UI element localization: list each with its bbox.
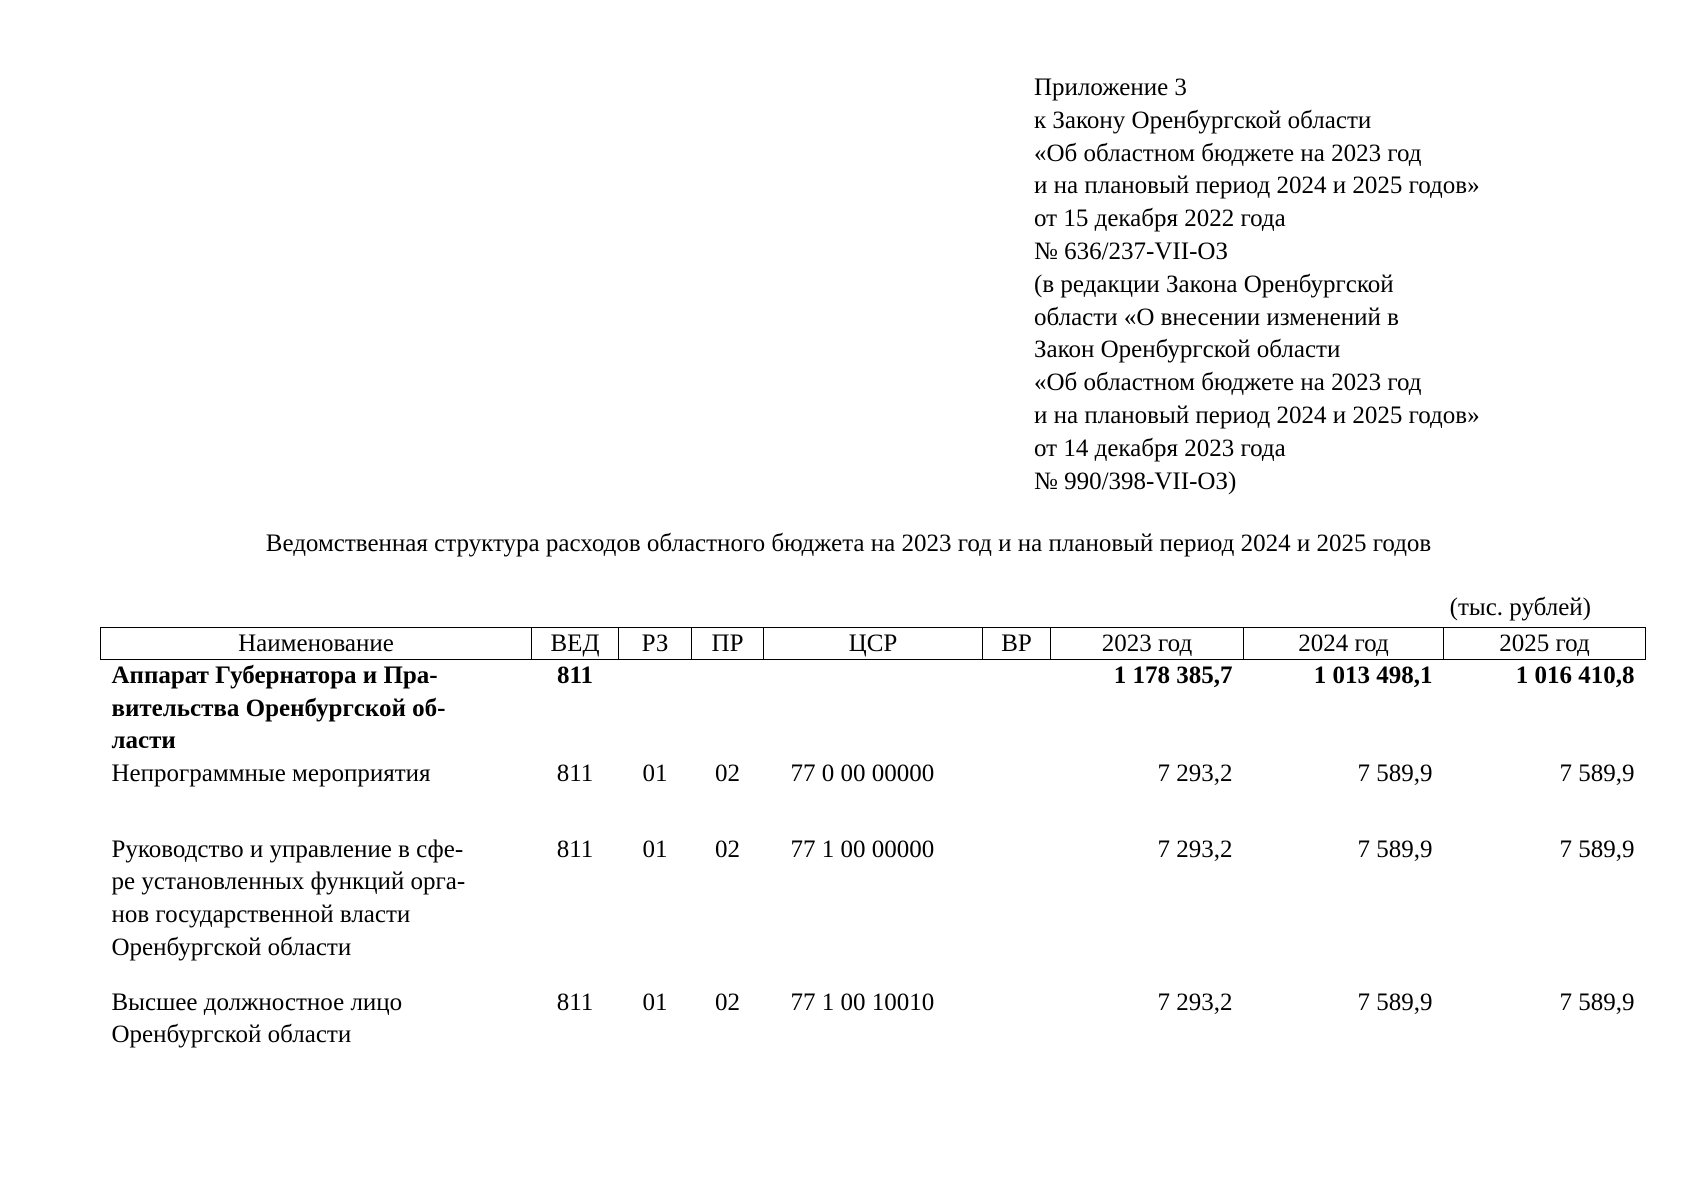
row-amount-2025: 7 589,9	[1559, 988, 1635, 1016]
appendix-reference	[1034, 72, 1480, 498]
row-csr: 77 0 00 00000	[790, 759, 935, 787]
row-pr: 02	[715, 988, 740, 1016]
row-ved: 811	[556, 988, 594, 1016]
appendix-line: № 990/398-VII-ОЗ)	[1034, 467, 1237, 495]
header-name: Наименование	[101, 628, 532, 660]
row-rz: 01	[642, 835, 668, 863]
appendix-line: области «О внесении изменений в	[1034, 303, 1399, 331]
row-name	[101, 834, 532, 987]
appendix-line: № 636/237-VII-ОЗ	[1034, 237, 1228, 265]
row-name-line: вительства Оренбургской об-	[111, 694, 446, 722]
appendix-line: (в редакции Закона Оренбургской	[1034, 270, 1394, 298]
appendix-line: Приложение 3	[1034, 74, 1187, 101]
row-pr: 02	[715, 759, 740, 787]
row-amount-2024: 7 589,9	[1357, 835, 1433, 863]
row-ved: 811	[556, 759, 594, 787]
appendix-line: «Об областном бюджете на 2023 год	[1034, 369, 1422, 397]
row-csr: 77 1 00 10010	[790, 988, 935, 1016]
header-csr: ЦСР	[764, 628, 983, 660]
table-row	[101, 660, 1646, 758]
row-csr: 77 1 00 00000	[790, 835, 935, 863]
row-name-line: ре установленных функций орга-	[111, 868, 466, 896]
row-name-line: Оренбургской области	[111, 933, 352, 961]
table-row	[101, 758, 1646, 834]
row-name	[101, 987, 532, 1052]
row-name-line: Высшее должностное лицо	[111, 988, 403, 1016]
row-pr: 02	[715, 835, 740, 863]
row-name-line: Аппарат Губернатора и Пра-	[111, 662, 438, 689]
header-2025: 2025 год	[1444, 628, 1646, 660]
row-ved: 811	[556, 662, 594, 689]
row-amount-2023: 1 178 385,7	[1113, 662, 1233, 689]
header-2023: 2023 год	[1051, 628, 1244, 660]
table-row	[101, 834, 1646, 987]
units-note: (тыс. рублей)	[1449, 594, 1591, 621]
row-name-line: Непрограммные мероприятия	[111, 759, 431, 787]
appendix-line: и на плановый период 2024 и 2025 годов»	[1034, 401, 1480, 429]
row-vr	[983, 758, 1051, 834]
row-vr	[983, 834, 1051, 987]
row-amount-2024: 1 013 498,1	[1313, 662, 1433, 689]
row-ved: 811	[556, 835, 594, 863]
row-rz: 01	[642, 988, 668, 1016]
row-pr	[692, 660, 764, 758]
table-header-row	[101, 628, 1646, 660]
row-amount-2025: 7 589,9	[1559, 759, 1635, 787]
appendix-line: Закон Оренбургской области	[1034, 336, 1341, 364]
appendix-line: от 15 декабря 2022 года	[1034, 205, 1286, 233]
row-rz: 01	[642, 759, 668, 787]
budget-table	[100, 627, 1646, 1052]
row-amount-2023: 7 293,2	[1157, 988, 1233, 1016]
row-amount-2025: 7 589,9	[1559, 835, 1635, 863]
appendix-line: к Закону Оренбургской области	[1034, 106, 1372, 134]
row-vr	[983, 660, 1051, 758]
row-rz	[619, 660, 692, 758]
row-amount-2025: 1 016 410,8	[1515, 662, 1635, 689]
header-ved: ВЕД	[532, 628, 619, 660]
appendix-line: и на плановый период 2024 и 2025 годов»	[1034, 172, 1480, 200]
row-name	[101, 758, 532, 834]
row-name-line: Оренбургской области	[111, 1021, 352, 1049]
row-name-line: Руководство и управление в сфе-	[111, 835, 464, 863]
row-name-line: нов государственной власти	[111, 900, 411, 928]
row-name-line: ласти	[111, 727, 176, 755]
appendix-line: «Об областном бюджете на 2023 год	[1034, 139, 1422, 167]
row-vr	[983, 987, 1051, 1052]
header-2024: 2024 год	[1244, 628, 1444, 660]
row-amount-2024: 7 589,9	[1357, 759, 1433, 787]
row-csr	[764, 660, 983, 758]
header-rz: РЗ	[619, 628, 692, 660]
document-title: Ведомственная структура расходов областного бюджета на 2023 год и на плановый период 2024 и 2025 годов	[265, 530, 1432, 557]
row-amount-2023: 7 293,2	[1157, 759, 1233, 787]
table-row	[101, 987, 1646, 1052]
row-amount-2024: 7 589,9	[1357, 988, 1433, 1016]
row-name	[101, 660, 532, 758]
header-vr: ВР	[983, 628, 1051, 660]
row-amount-2023: 7 293,2	[1157, 835, 1233, 863]
appendix-line: от 14 декабря 2023 года	[1034, 434, 1286, 462]
header-pr: ПР	[692, 628, 764, 660]
